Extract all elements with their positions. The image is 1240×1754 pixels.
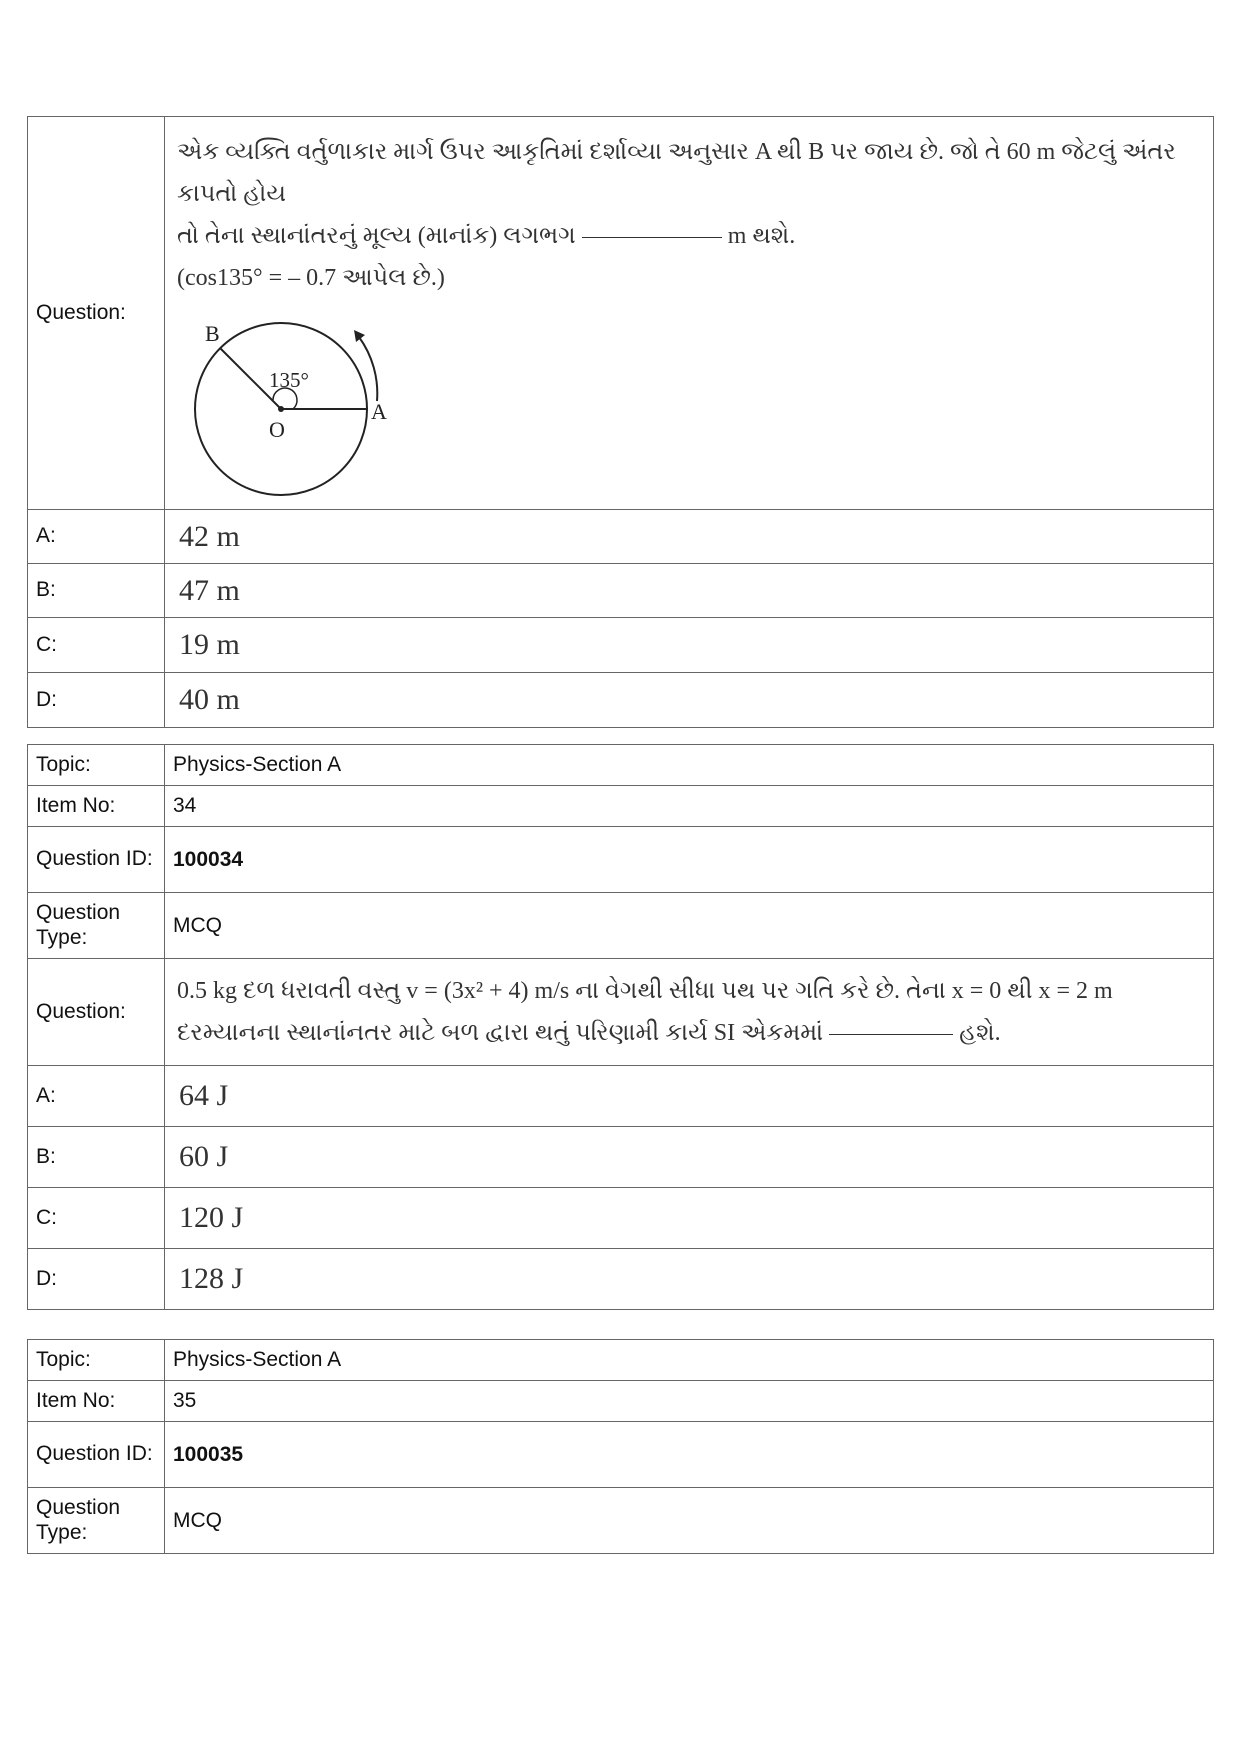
answer-blank — [829, 1033, 953, 1035]
item-no-value: 35 — [165, 1381, 1214, 1422]
option-d-label: D: — [28, 673, 165, 728]
option-a-value: 42 m — [165, 510, 1214, 564]
question-block-3 — [27, 1339, 1214, 1554]
question-line-2: દરમ્યાનના સ્થાનાંનતર માટે બળ દ્વારા થતું પરિણામી કાર્ય SI એકમમાં હશે. — [177, 1020, 1001, 1046]
option-b-value: 60 J — [165, 1127, 1214, 1188]
question-type-label: Question Type: — [28, 893, 165, 959]
question-id-value: 100035 — [165, 1422, 1214, 1488]
arrow-head — [354, 330, 365, 342]
question-label: Question: — [28, 959, 165, 1066]
question-type-value: MCQ — [165, 893, 1214, 959]
option-d-value: 128 J — [165, 1249, 1214, 1310]
question-line-1: એક વ્યક્તિ વર્તુળાકાર માર્ગ ઉપર આકૃતિમાં દર્શાવ્યા અનુસાર A થી B પર જાય છે. જો તે 60 m જેટલું અંતર કાપતો હોય — [177, 139, 1176, 207]
question-block-2 — [27, 744, 1214, 1310]
option-c-value: 19 m — [165, 618, 1214, 673]
label-o: O — [269, 417, 285, 442]
item-no-value: 34 — [165, 786, 1214, 827]
option-b-value: 47 m — [165, 564, 1214, 618]
option-d-value: 40 m — [165, 673, 1214, 728]
question-type-label: Question Type: — [28, 1488, 165, 1554]
question-id-label: Question ID: — [28, 827, 165, 893]
option-d-label: D: — [28, 1249, 165, 1310]
option-b-label: B: — [28, 1127, 165, 1188]
angle-label: 135° — [269, 368, 309, 392]
question-id-value: 100034 — [165, 827, 1214, 893]
circle-diagram — [183, 309, 423, 509]
item-no-label: Item No: — [28, 1381, 165, 1422]
option-c-label: C: — [28, 618, 165, 673]
question-type-value: MCQ — [165, 1488, 1214, 1554]
question-line-2: તો તેના સ્થાનાંતરનું મૂલ્ય (માનાંક) લગભગ m થશે. — [177, 223, 796, 249]
topic-value: Physics-Section A — [165, 1340, 1214, 1381]
question-text — [165, 964, 1213, 1060]
direction-arrow — [359, 337, 377, 401]
question-id-label: Question ID: — [28, 1422, 165, 1488]
question-label: Question: — [28, 117, 165, 510]
answer-blank — [582, 236, 722, 238]
topic-label: Topic: — [28, 745, 165, 786]
question-line-3: (cos135° = – 0.7 આપેલ છે.) — [177, 265, 445, 291]
topic-value: Physics-Section A — [165, 745, 1214, 786]
item-no-label: Item No: — [28, 786, 165, 827]
option-b-label: B: — [28, 564, 165, 618]
option-a-label: A: — [28, 1066, 165, 1127]
option-c-label: C: — [28, 1188, 165, 1249]
option-c-value: 120 J — [165, 1188, 1214, 1249]
option-a-value: 64 J — [165, 1066, 1214, 1127]
label-a: A — [371, 399, 387, 424]
question-block-1 — [27, 116, 1214, 728]
option-a-label: A: — [28, 510, 165, 564]
label-b: B — [205, 321, 220, 346]
topic-label: Topic: — [28, 1340, 165, 1381]
question-text — [165, 117, 1213, 309]
question-line-1: 0.5 kg દળ ધરાવતી વસ્તુ v = (3x² + 4) m/s ના વેગથી સીધા પથ પર ગતિ કરે છે. તેના x = 0 થી x = 2 m — [177, 978, 1113, 1004]
center-dot — [278, 406, 284, 412]
